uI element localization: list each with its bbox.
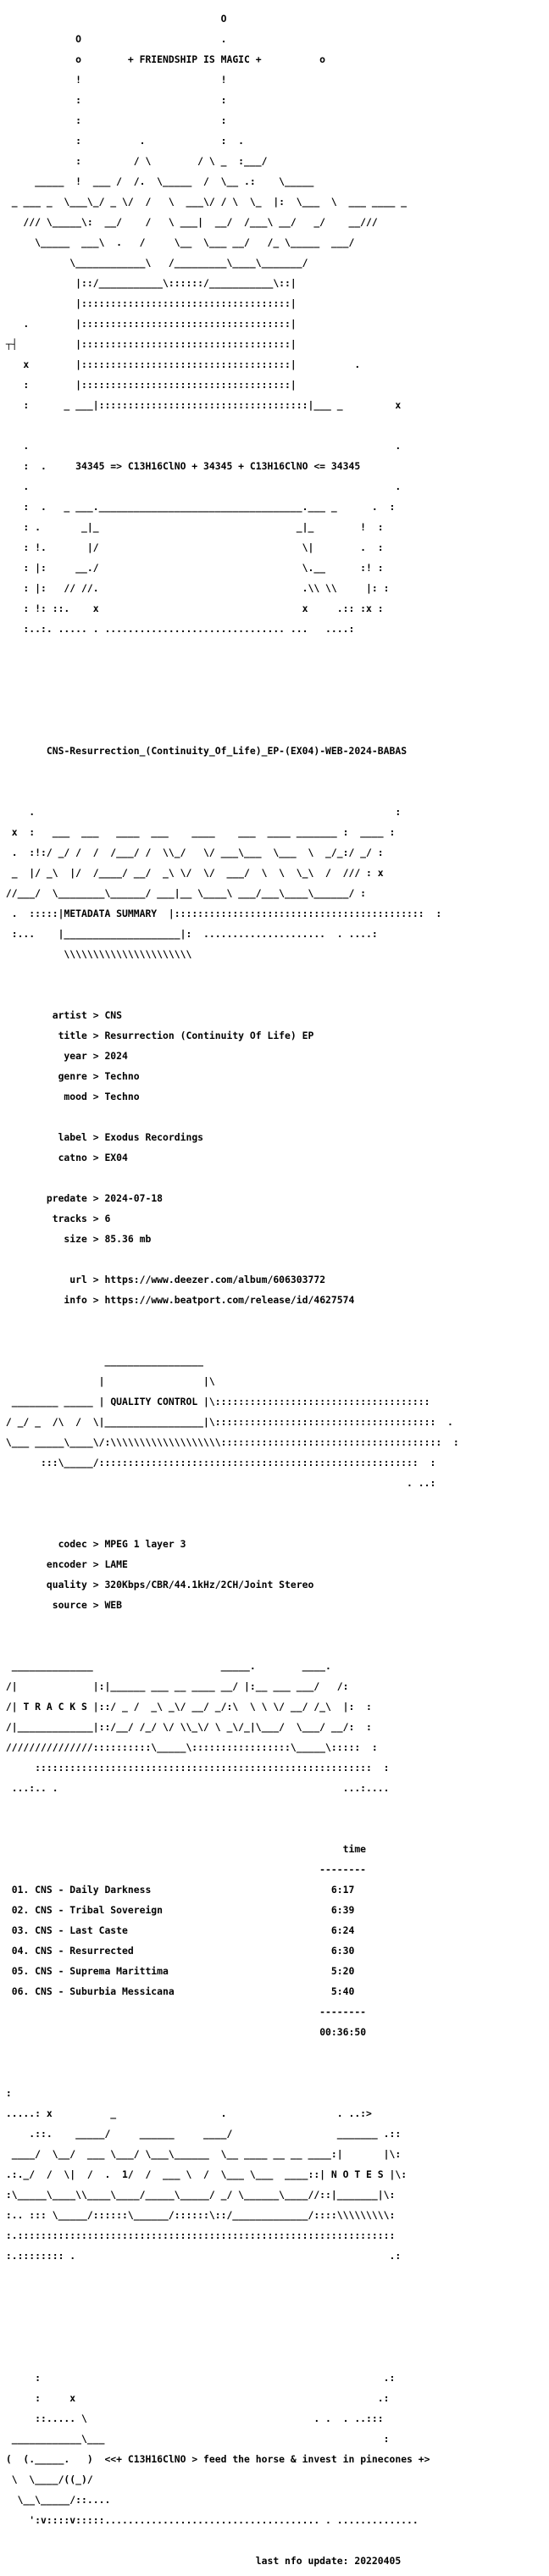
meta-mood-value: Techno bbox=[104, 1091, 140, 1102]
release-name-line bbox=[0, 746, 549, 756]
track-name: CNS - Resurrected bbox=[35, 1945, 134, 1957]
meta-label-value: Exodus Recordings bbox=[104, 1131, 204, 1143]
meta-title-value: Resurrection (Continuity Of Life) EP bbox=[104, 1030, 314, 1041]
quality-quality: quality > 320Kbps/CBR/44.1kHz/2CH/Joint Stereo bbox=[0, 1579, 314, 1591]
tracks-total: 00:36:50 bbox=[319, 2026, 367, 2038]
track-name: CNS - Suprema Marittima bbox=[35, 1965, 169, 1977]
meta-genre: genre > Techno bbox=[0, 1070, 140, 1082]
header-formula: 34345 => C13H16ClNO + 34345 + C13H16ClNO <= 34345 bbox=[75, 460, 361, 472]
meta-info[interactable]: info > https://www.beatport.com/release/id/4627574 bbox=[0, 1294, 355, 1306]
quality-source-value: WEB bbox=[104, 1599, 123, 1611]
track-row: 05. CNS - Suprema Marittima 5:20 bbox=[11, 1965, 355, 1977]
header-title-line: o + FRIENDSHIP IS MAGIC + o bbox=[0, 53, 326, 65]
meta-info-link[interactable]: https://www.beatport.com/release/id/4627574 bbox=[104, 1294, 355, 1306]
quality-heading: QUALITY CONTROL bbox=[110, 1396, 198, 1407]
tracks-time-header: time bbox=[342, 1843, 367, 1855]
meta-size: size > 85.36 mb bbox=[0, 1233, 152, 1245]
track-time: 6:30 bbox=[330, 1945, 355, 1957]
quality-quality-value: 320Kbps/CBR/44.1kHz/2CH/Joint Stereo bbox=[104, 1579, 314, 1591]
meta-tracks: tracks > 6 bbox=[0, 1213, 111, 1224]
notes-heading: N O T E S bbox=[330, 2168, 384, 2180]
track-name: CNS - Last Caste bbox=[35, 1924, 128, 1936]
meta-title: title > Resurrection (Continuity Of Life) EP bbox=[0, 1030, 314, 1041]
track-name: CNS - Tribal Sovereign bbox=[35, 1904, 164, 1916]
quality-codec-value: MPEG 1 layer 3 bbox=[104, 1538, 186, 1550]
meta-tracks-value: 6 bbox=[104, 1213, 111, 1224]
track-row: 04. CNS - Resurrected 6:30 bbox=[11, 1945, 355, 1957]
track-row: 02. CNS - Tribal Sovereign 6:39 bbox=[11, 1904, 355, 1916]
meta-artist: artist > CNS bbox=[0, 1009, 123, 1021]
quality-source: source > WEB bbox=[0, 1599, 123, 1611]
release-name: CNS-Resurrection_(Continuity_Of_Life)_EP-(EX04)-WEB-2024-BABAS bbox=[46, 745, 408, 757]
footer-message: <<+ C13H16ClNO > feed the horse & invest in pinecones +> bbox=[104, 2453, 430, 2465]
metadata-heading: METADATA SUMMARY bbox=[64, 908, 158, 919]
track-name: CNS - Daily Darkness bbox=[35, 1884, 152, 1896]
meta-url[interactable]: url > https://www.deezer.com/album/606303772 bbox=[0, 1274, 326, 1285]
meta-catno-value: EX04 bbox=[104, 1152, 128, 1163]
quality-encoder-value: LAME bbox=[104, 1558, 128, 1570]
tracks-heading: T R A C K S bbox=[23, 1701, 87, 1713]
last-update: last nfo update: 20220405 bbox=[255, 2555, 402, 2567]
meta-catno: catno > EX04 bbox=[0, 1152, 128, 1163]
meta-artist-value: CNS bbox=[104, 1009, 123, 1021]
track-name: CNS - Suburbia Messicana bbox=[35, 1985, 175, 1997]
track-time: 6:39 bbox=[330, 1904, 355, 1916]
header-title: + FRIENDSHIP IS MAGIC + bbox=[127, 53, 262, 65]
meta-url-link[interactable]: https://www.deezer.com/album/606303772 bbox=[104, 1274, 326, 1285]
meta-predate-value: 2024-07-18 bbox=[104, 1192, 164, 1204]
track-time: 5:40 bbox=[330, 1985, 355, 1997]
footer-message-line: ( (._____. ) <<+ C13H16ClNO > feed the horse & invest in pinecones +> bbox=[0, 2453, 430, 2465]
meta-size-value: 85.36 mb bbox=[104, 1233, 152, 1245]
track-time: 6:24 bbox=[330, 1924, 355, 1936]
meta-predate: predate > 2024-07-18 bbox=[0, 1192, 164, 1204]
track-time: 6:17 bbox=[330, 1884, 355, 1896]
track-time: 5:20 bbox=[330, 1965, 355, 1977]
track-row: 03. CNS - Last Caste 6:24 bbox=[11, 1924, 355, 1936]
quality-encoder: encoder > LAME bbox=[0, 1558, 128, 1570]
meta-genre-value: Techno bbox=[104, 1070, 140, 1082]
formula-line: : . 34345 => C13H16ClNO + 34345 + C13H16ClNO <= 34345 bbox=[0, 460, 361, 472]
last-update-line bbox=[0, 2556, 549, 2566]
meta-year: year > 2024 bbox=[0, 1050, 128, 1062]
meta-label: label > Exodus Recordings bbox=[0, 1131, 204, 1143]
meta-year-value: 2024 bbox=[104, 1050, 128, 1062]
quality-codec: codec > MPEG 1 layer 3 bbox=[0, 1538, 186, 1550]
nfo-document: O O . o + FRIENDSHIP IS MAGIC + o ! ! : : : : : . : . : / \ / \ _ :___/ _____ ! ___ / /. \_____ / \__ .: \_____ _ ___ _ \___\_/ _ \/ / \ ___\/ / \ \_ |: \___ \ ___ ____ _ /// \_____\: __/ / \ ___| __/ /___\ __/ _/ __/// \_____ ___\ . / \__ \___ __/ /_ \_____ ___/ \____________\ /_________\____\_______/ |::/___________\::::::/___________\::| |::::::::::::::::::::::::::::::::::::| . |::::::::::::::::::::::::::::::::::::| ┬┤ |::::::::::::::::::::::::::::::::::::| x |::::::::::::::::::::::::::::::::::::| . : |::::::::::::::::::::::::::::::::::::| : _ ___|::::::::::::::::::::::::::::::::::::|___ _ x . . : . 34345 => C13H16ClNO + 34345 + C13H16ClNO <= 34345 . . : . _ ___.___________________________________.___ _ . : : . _|_ _|_ ! : : !. |/ \| . : : |: __./ \.__ :! : : |: // //. .\\ \\ |: : : !: ::. x x .:: :x : :..:. ..... . ............................... ... ....: CNS-Resurrection_(Continuity_Of_Life)_EP-(EX04)-WEB-2024-BABAS . : x : ___ ___ ____ ___ ____ ___ ____ _______ : ____ : . :!:/ _/ / / /___/ / \\_/ \/ ___\___ \___ \ _/_:/ _/ : _ |/ _\ |/ /____/ __/ _\ \/ \/ ___/ \ \ \_\ / /// : x //___/ \________\______/ ___|__ \____\ ___/___\____\______/ : . :::::|METADATA SUMMARY |::::::::::::::::::::::::::::::::::::::::::: : :... |____________________|: ..................... . ....: \\\\\\\\\\\\\\\\\\\\\\ artist > CNS title > Resurrection (Continuity Of Life) EP year > 2024 genre > Techno mood > Techno label > Exodus Recordings catno > EX04 predate > 2024-07-18 tracks > 6 size > 85.36 mb url > https://www.deezer.com/album/606303772 info > https://www.beatport.com/release/id/4627574 _________________ | |\ ________ _____ | QUALITY CONTROL |\::::::::::::::::::::::::::::::::::::: / _/ _ /\ / \|_________________|\:::::::::::::::::::::::::::::::::::::: . \___ _____\____\/:\\\\\\\\\\\\\\\\\\\:::::::::::::::::::::::::::::::::::::: : :::\_____/::::::::::::::::::::::::::::::::::::::::::::::::::::::: : . ..: codec > MPEG 1 layer 3 encoder > LAME quality > 320Kbps/CBR/44.1kHz/2CH/Joint Stereo source > WEB ______________ _____. ____. /| |:|______ ___ __ ____ __/ |:__ ___ ___/ /: /| T R A C K S |::/ _ / _\ _\/ __/ _/:\ \ \ \/ __/ /_\ |: : /|_____________|::/__/ /_/ \/ \\_\/ \ _\/_|\___/ \___/ __/: : ///////////////::::::::::\_____\:::::::::::::::::\_____\::::: : :::::::::::::::::::::::::::::::::::::::::::::::::::::::::: : ...:.. . ...:.... time -------- 01. CNS - Daily Darkness 6:17 02. CNS - Tribal Sovereign 6:39 03. CNS - Last Caste 6:24 04. CNS - Resurrected 6:30 05. CNS - Suprema Marittima 5:20 06. CNS - Suburbia Messicana 5:40 -------- 00:36:50 : .....: x _ . . ..:> .::. _____/ ______ ____/ _______ .:: ____/ \__/ ___ \___/ \___\______ \__ ____ __ __ ____:| |\: .:._/ / \| / . 1/ / ___ \ / \___ \___ ____::| N O T E S |\: :\_____\____\\____\____/_____\_____/ _/ \______\____//::|_______|\: :.. ::: \_____/::::::\______/::::::\::/_____________/::::\\\\\\\\\: :.::::::::::::::::::::::::::::::::::::::::::::::::::::::::::::::::: :.:::::::: . .: : .: : x .: ::..... \ . . . ..::: ____________\___ : ( (._____. ) <<+ C13H16ClNO > feed the horse & invest in pinecones +> \ \____/((_)/ \__\_____/::.... ':v::::v:::::..................................... . .............. last nfo update: 20220405 bbox=[0, 3, 549, 2576]
meta-mood: mood > Techno bbox=[0, 1091, 140, 1102]
track-row: 01. CNS - Daily Darkness 6:17 bbox=[11, 1884, 355, 1896]
track-row: 06. CNS - Suburbia Messicana 5:40 bbox=[11, 1985, 355, 1997]
